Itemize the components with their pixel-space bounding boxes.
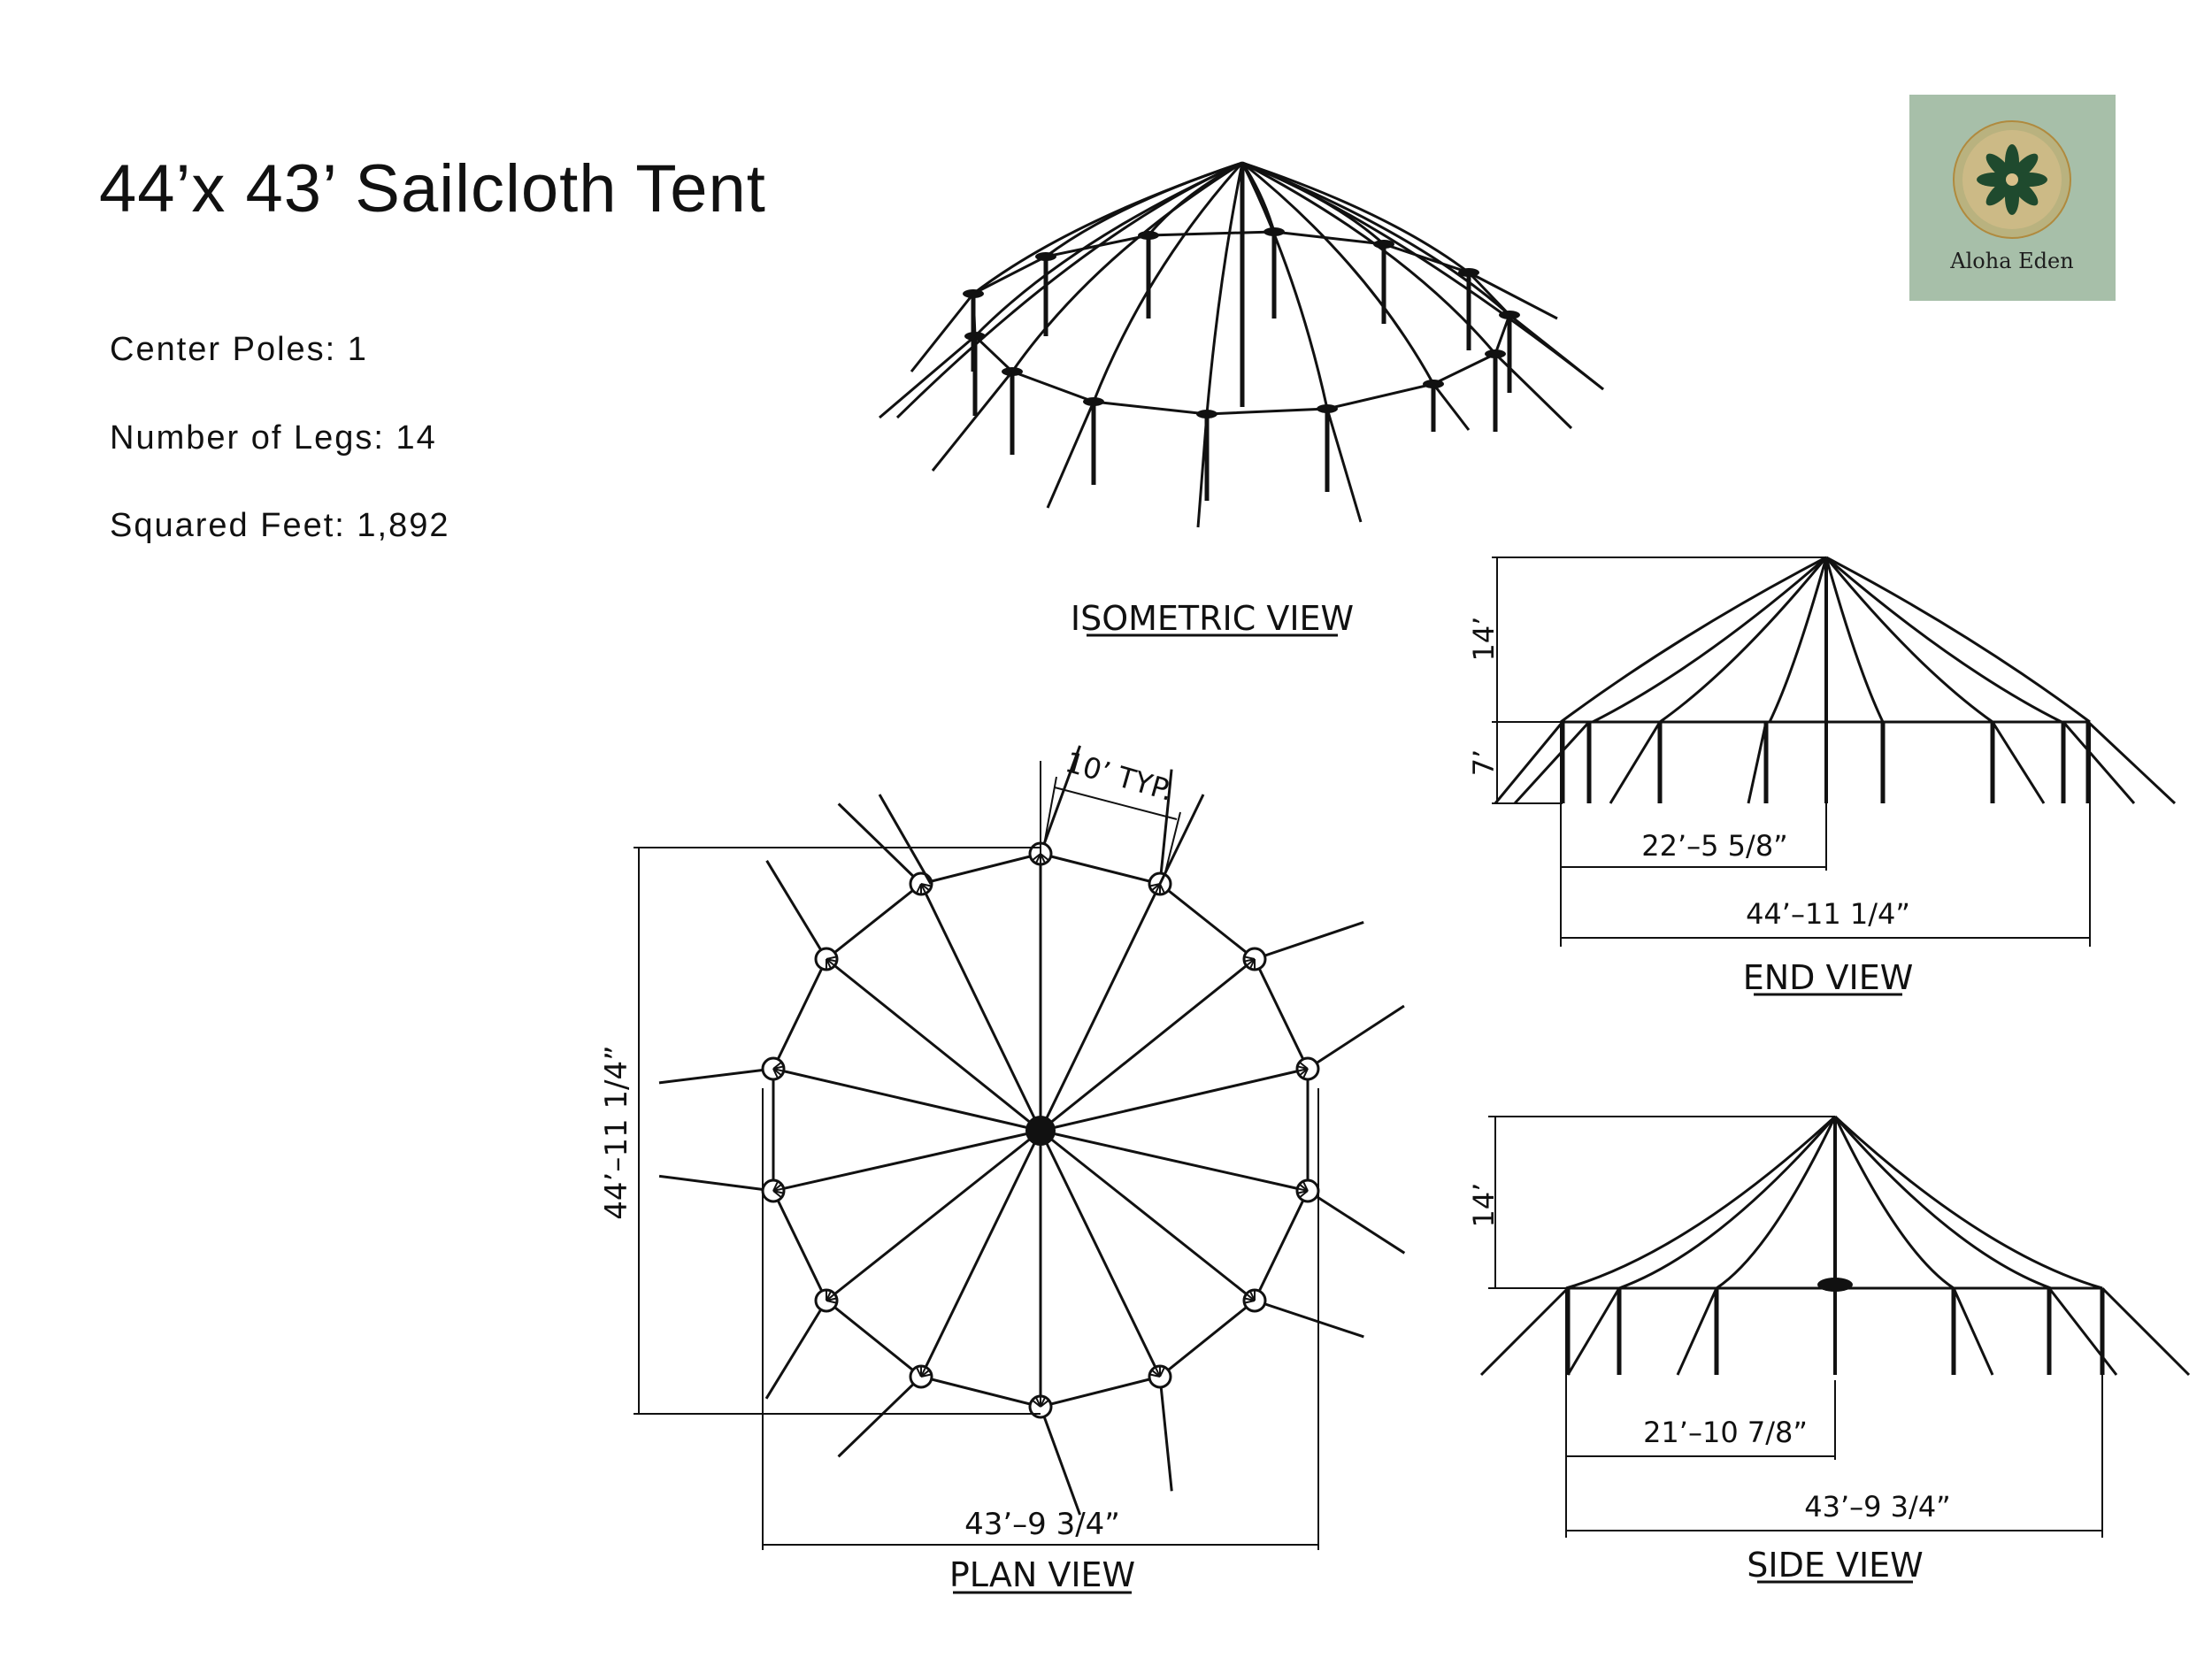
plan-view-label: PLAN VIEW (949, 1555, 1136, 1594)
logo-text: Aloha Eden (1950, 249, 2074, 273)
side-width-dimension: 43’–9 3/4” (1804, 1490, 1951, 1524)
typ-extension-line (1044, 777, 1056, 845)
side-roof-curve (1619, 1117, 1835, 1288)
plan-guy-line (1255, 922, 1363, 959)
lotus-icon (1909, 95, 2116, 301)
plan-rafter-line (921, 1131, 1041, 1377)
plan-rafter-line (1041, 884, 1160, 1131)
spec-center-poles: Center Poles: 1 (110, 331, 368, 368)
side-guy-line (2049, 1288, 2116, 1375)
iso-roof-curve (1207, 163, 1242, 414)
iso-leg-cap (1373, 240, 1394, 249)
side-pole-base (1817, 1278, 1853, 1292)
iso-leg-cap (1138, 231, 1159, 240)
side-guy-line (1568, 1288, 1619, 1375)
side-roof-curve (1717, 1117, 1835, 1288)
isometric-view-label: ISOMETRIC VIEW (1070, 599, 1355, 638)
iso-roof-curve (1242, 163, 1495, 354)
end-view (1492, 557, 2175, 947)
end-half-width-dimension: 22’–5 5/8” (1641, 829, 1788, 863)
plan-rafter-line (1041, 1131, 1160, 1377)
plan-rafter-line (1041, 1131, 1255, 1301)
iso-guy-line (1048, 402, 1094, 508)
side-half-width-dimension: 21’–10 7/8” (1643, 1416, 1808, 1449)
plan-guy-line (659, 1176, 773, 1191)
plan-guy-line (1255, 1301, 1363, 1337)
plan-guy-line (659, 1069, 773, 1083)
plan-guy-line (1160, 1377, 1171, 1491)
plan-guy-line (1308, 1191, 1404, 1253)
side-guy-line (2102, 1288, 2189, 1375)
end-height-dimension: 14’ (1467, 616, 1501, 662)
iso-leg-cap (1035, 252, 1056, 261)
plan-center-pole (1025, 1116, 1056, 1146)
end-roof-curve (1593, 557, 1826, 722)
plan-guy-line (879, 794, 931, 884)
end-leg-height-dimension: 7’ (1467, 748, 1501, 777)
iso-roof-edge (1242, 163, 1603, 389)
spec-number-of-legs: Number of Legs: 14 (110, 419, 437, 457)
side-view (1481, 1117, 2189, 1538)
plan-rafter-line (773, 1131, 1041, 1191)
plan-view (634, 746, 1404, 1550)
iso-roof-curve (1242, 163, 1433, 384)
side-roof-curve (1835, 1117, 2051, 1288)
side-guy-line (1481, 1288, 1568, 1375)
iso-guy-line (879, 336, 975, 418)
iso-roof-edge (897, 163, 1242, 418)
plan-guy-line (839, 1377, 921, 1456)
end-view-label: END VIEW (1742, 958, 1914, 997)
plan-guy-line (767, 861, 826, 959)
plan-rafter-line (1041, 1131, 1308, 1191)
end-width-dimension: 44’–11 1/4” (1746, 897, 1910, 931)
plan-guy-line (1041, 1407, 1080, 1515)
side-guy-line (1954, 1288, 1993, 1375)
brand-logo (1909, 95, 2116, 301)
end-guy-line (1993, 722, 2044, 803)
iso-guy-line (1433, 384, 1469, 430)
plan-width-dimension: 43’–9 3/4” (964, 1507, 1120, 1542)
iso-guy-line (1327, 409, 1361, 522)
side-roof-curve (1835, 1117, 1954, 1288)
plan-guy-line (766, 1301, 826, 1399)
typical-spacing-dimension: 10’ TYP. (1061, 744, 1178, 808)
side-roof-curve (1835, 1117, 2102, 1288)
isometric-view (879, 163, 1603, 527)
iso-guy-line (933, 372, 1012, 471)
iso-guy-line (911, 294, 973, 372)
side-height-dimension: 14’ (1467, 1182, 1501, 1228)
side-guy-line (1678, 1288, 1717, 1375)
iso-roof-curve (1148, 163, 1242, 235)
plan-rafter-line (921, 884, 1041, 1131)
end-guy-line (2088, 722, 2175, 803)
end-guy-line (1748, 722, 1766, 803)
side-view-label: SIDE VIEW (1747, 1546, 1924, 1585)
side-roof-curve (1566, 1117, 1835, 1288)
page-title: 44’x 43’ Sailcloth Tent (99, 151, 766, 226)
iso-guy-line (1495, 354, 1571, 428)
plan-guy-line (1308, 1006, 1404, 1069)
end-guy-line (2063, 722, 2134, 803)
iso-guy-line (1509, 315, 1603, 389)
plan-rafter-line (826, 1131, 1041, 1301)
iso-leg-cap (1263, 227, 1285, 236)
end-roof-curve (1826, 557, 2062, 722)
plan-height-dimension: 44’–11 1/4” (599, 1045, 634, 1220)
spec-squared-feet: Squared Feet: 1,892 (110, 507, 450, 544)
end-roof-curve (1826, 557, 2090, 722)
end-guy-line (1610, 722, 1660, 803)
